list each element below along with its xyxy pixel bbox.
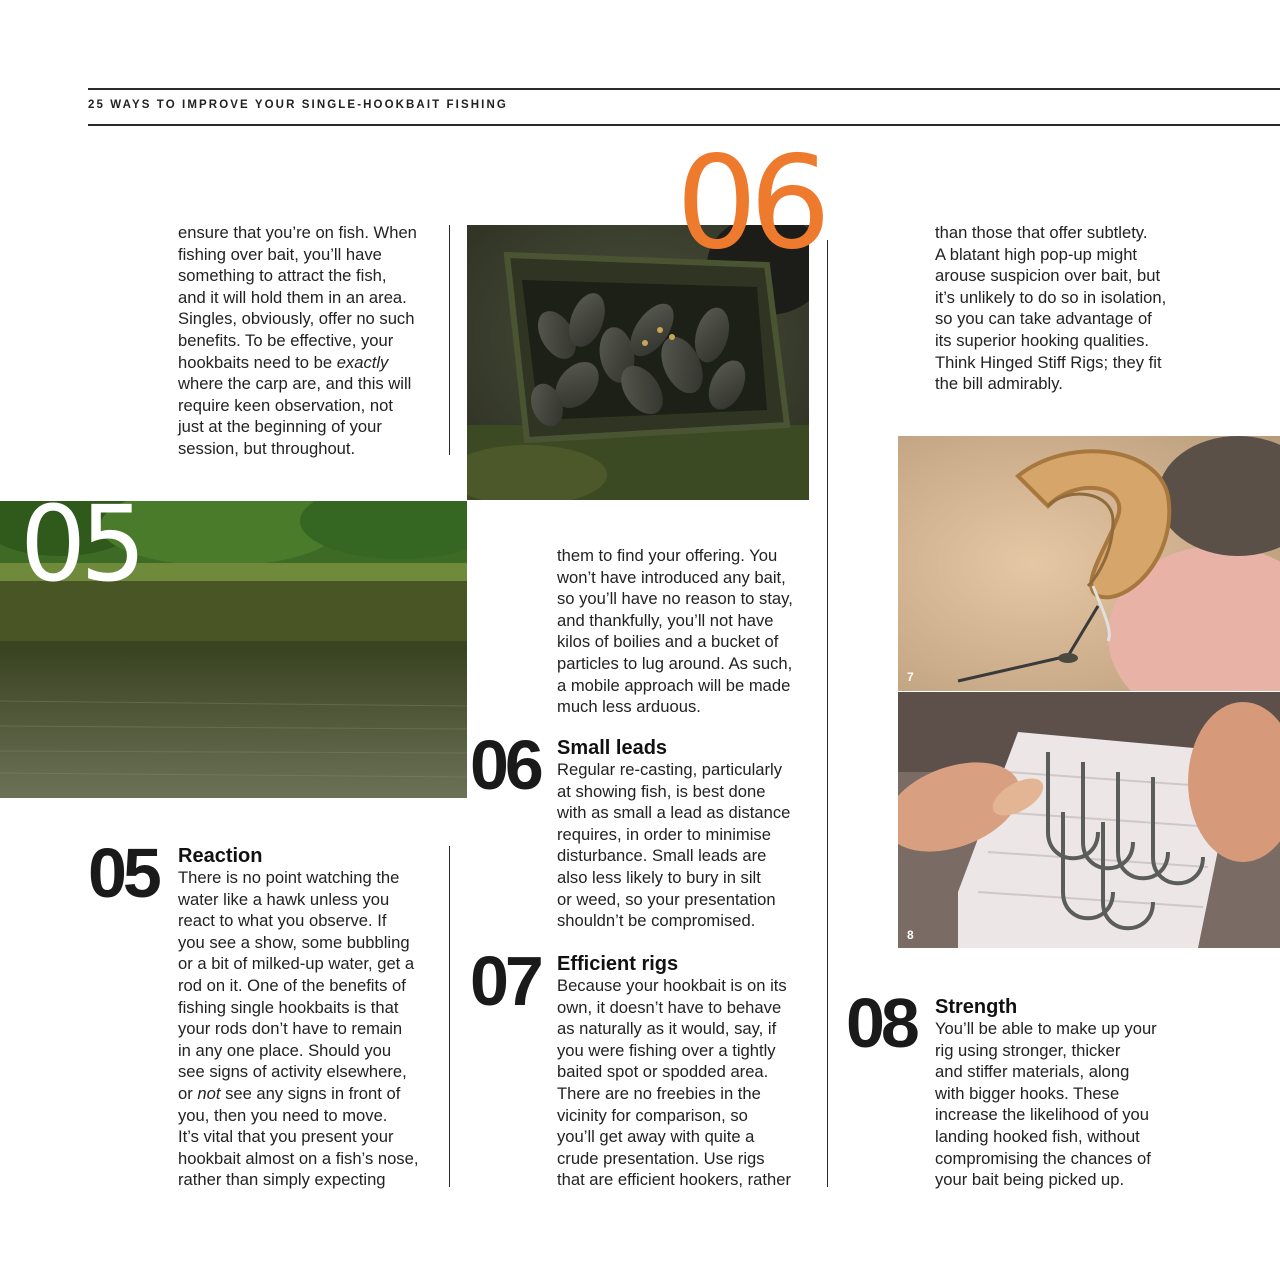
text-line: benefits. To be effective, your: [178, 330, 394, 350]
text-line: There is no point watching the: [178, 868, 400, 887]
header-top-rule: [88, 88, 1280, 90]
tip-number-07: 07: [470, 942, 540, 1020]
text-line: kilos of boilies and a bucket of: [557, 632, 779, 652]
tip05-body: [178, 867, 443, 1191]
tip06-heading: Small leads: [557, 737, 668, 759]
text-line: hookbaits need to be exactly: [178, 352, 389, 372]
text-line: and it will hold them in an area.: [178, 287, 407, 307]
text-line: own, it doesn’t have to behave: [557, 997, 782, 1017]
text-line: with as small a lead as distance: [557, 803, 791, 823]
photo-carp-mouth: [898, 436, 1280, 691]
text-line: the bill admirably.: [935, 374, 1063, 394]
text-line: or not see any signs in front of: [178, 1083, 401, 1103]
text-line: you, then you need to move.: [178, 1105, 388, 1125]
text-line: where the carp are, and this will: [178, 374, 412, 394]
text-line: baited spot or spodded area.: [557, 1062, 769, 1082]
text-line: and stiffer materials, along: [935, 1062, 1130, 1082]
text-line: ensure that you’re on fish. When: [178, 223, 417, 242]
text-line: also less likely to bury in silt: [557, 867, 761, 887]
header-bottom-rule: [88, 124, 1280, 126]
photo-hooks-tray: [898, 692, 1280, 948]
text-line: Think Hinged Stiff Rigs; they fit: [935, 352, 1162, 372]
text-line: or weed, so your presentation: [557, 889, 776, 909]
text-line: arouse suspicion over bait, but: [935, 266, 1161, 286]
text-line: There are no freebies in the: [557, 1083, 761, 1103]
text-line: your rods don’t have to remain: [178, 1019, 403, 1039]
running-header: 25 WAYS TO IMPROVE YOUR SINGLE-HOOKBAIT FISHING: [88, 99, 508, 111]
text-line: hookbait almost on a fish’s nose,: [178, 1148, 419, 1168]
column-divider: [827, 240, 828, 1187]
photo-caption-number: 7: [907, 670, 914, 684]
tip06-block: [557, 737, 819, 932]
col1-intro-text: [178, 222, 443, 460]
text-line: its superior hooking qualities.: [935, 330, 1149, 350]
text-line: A blatant high pop-up might: [935, 244, 1138, 264]
tip-number-06: 06: [470, 726, 540, 804]
text-line: so you can take advantage of: [935, 309, 1152, 329]
text-line: won’t have introduced any bait,: [557, 567, 786, 587]
tip06-body: [557, 759, 819, 932]
text-line: increase the likelihood of you: [935, 1105, 1150, 1125]
tip-number-05: 05: [88, 834, 158, 912]
text-line: Regular re-casting, particularly: [557, 760, 783, 779]
section-number-05-outline: 05: [20, 483, 141, 605]
text-line: in any one place. Should you: [178, 1040, 392, 1060]
tip05-block: [178, 845, 443, 1191]
text-line: you see a show, some bubbling: [178, 932, 410, 952]
text-line: You’ll be able to make up your: [935, 1019, 1157, 1038]
text-line: as naturally as it would, say, if: [557, 1019, 777, 1039]
column-divider: [449, 225, 450, 455]
text-line: landing hooked fish, without: [935, 1126, 1140, 1146]
text-line: fishing single hookbaits is that: [178, 997, 399, 1017]
text-line: fishing over bait, you’ll have: [178, 244, 382, 264]
text-line: rod on it. One of the benefits of: [178, 975, 406, 995]
tip07-heading: Efficient rigs: [557, 953, 679, 975]
tip-number-08: 08: [846, 984, 916, 1062]
tip07-block: [557, 953, 819, 1191]
tip08-block: [935, 996, 1205, 1191]
text-line: It’s vital that you present your: [178, 1127, 394, 1147]
text-line: session, but throughout.: [178, 438, 356, 458]
text-line: you were fishing over a tightly: [557, 1040, 776, 1060]
text-line: shouldn’t be compromised.: [557, 911, 756, 931]
text-line: than those that offer subtlety.: [935, 223, 1148, 242]
col2-continued-text: [557, 545, 819, 718]
text-line: Because your hookbait is on its: [557, 976, 787, 995]
text-line: just at the beginning of your: [178, 417, 382, 437]
text-line: crude presentation. Use rigs: [557, 1148, 765, 1168]
text-line: it’s unlikely to do so in isolation,: [935, 287, 1167, 307]
text-line: disturbance. Small leads are: [557, 846, 767, 866]
text-line: at showing fish, is best done: [557, 781, 766, 801]
text-line: react to what you observe. If: [178, 911, 387, 931]
text-line: that are efficient hookers, rather: [557, 1170, 791, 1190]
column-divider: [449, 846, 450, 1187]
text-line: with bigger hooks. These: [935, 1083, 1120, 1103]
text-line: them to find your offering. You: [557, 546, 778, 565]
col3-intro-text: [935, 222, 1205, 395]
text-line: you’ll get away with quite a: [557, 1127, 755, 1147]
tip07-body: [557, 975, 819, 1191]
text-line: require keen observation, not: [178, 395, 393, 415]
text-line: a mobile approach will be made: [557, 675, 791, 695]
text-line: rig using stronger, thicker: [935, 1040, 1121, 1060]
section-number-06-orange: 06: [676, 129, 823, 278]
text-line: your bait being picked up.: [935, 1170, 1125, 1190]
tip08-heading: Strength: [935, 996, 1018, 1018]
text-line: so you’ll have no reason to stay,: [557, 589, 793, 609]
text-line: water like a hawk unless you: [178, 889, 390, 909]
text-line: vicinity for comparison, so: [557, 1105, 748, 1125]
text-line: particles to lug around. As such,: [557, 653, 793, 673]
tip08-body: [935, 1018, 1205, 1191]
photo-caption-number: 8: [907, 928, 914, 942]
text-line: much less arduous.: [557, 697, 701, 717]
text-line: rather than simply expecting: [178, 1170, 386, 1190]
text-line: or a bit of milked-up water, get a: [178, 954, 415, 974]
text-line: see signs of activity elsewhere,: [178, 1062, 407, 1082]
tip05-heading: Reaction: [178, 845, 263, 867]
text-line: compromising the chances of: [935, 1148, 1151, 1168]
text-line: and thankfully, you’ll not have: [557, 610, 774, 630]
text-line: requires, in order to minimise: [557, 824, 771, 844]
text-line: Singles, obviously, offer no such: [178, 309, 415, 329]
text-line: something to attract the fish,: [178, 266, 387, 286]
